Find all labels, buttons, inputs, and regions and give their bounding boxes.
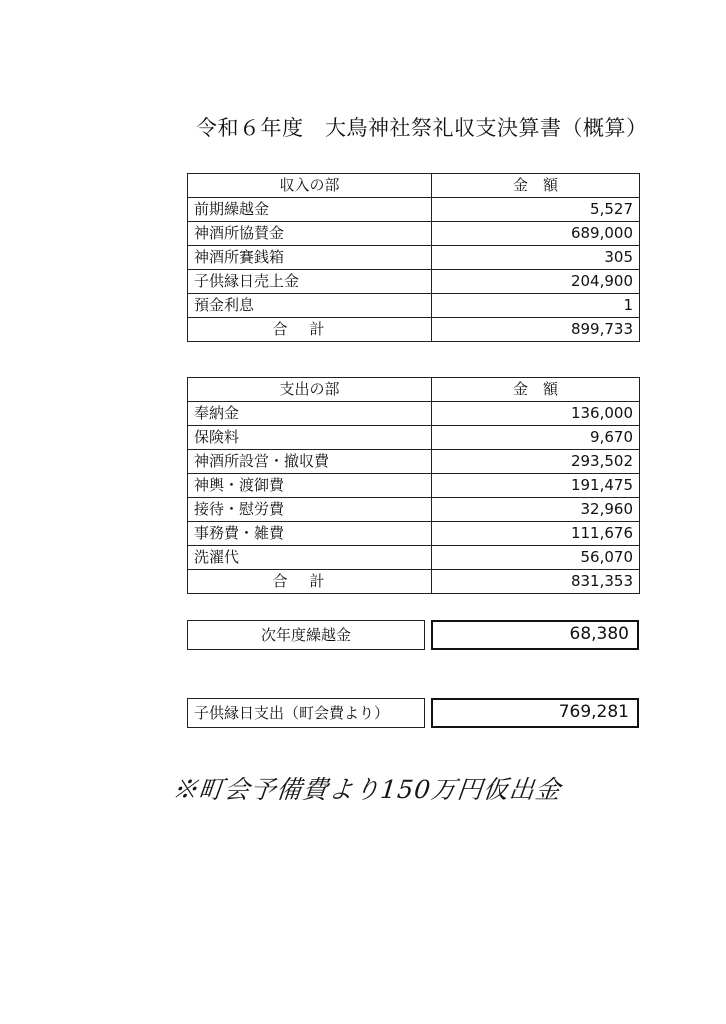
- total-row: [188, 318, 640, 342]
- kids-expense-amount: 769,281: [431, 698, 639, 728]
- row-label: 神酒所賽銭箱: [188, 246, 432, 270]
- table-row: [188, 522, 640, 546]
- income-table: [187, 173, 640, 342]
- expense-amount-header: 金 額: [432, 378, 640, 402]
- total-row: [188, 570, 640, 594]
- row-label: 保険料: [188, 426, 432, 450]
- row-amount: 191,475: [432, 474, 640, 498]
- handwritten-note: ※町会予備費より150万円仮出金: [170, 775, 563, 804]
- row-amount: 1: [432, 294, 640, 318]
- row-amount: 136,000: [432, 402, 640, 426]
- income-total-label: 合計: [188, 318, 432, 342]
- income-amount-header: 金 額: [432, 174, 640, 198]
- row-label: 神酒所協賛金: [188, 222, 432, 246]
- table-row: [188, 198, 640, 222]
- row-label: 事務費・雑費: [188, 522, 432, 546]
- table-row: [188, 270, 640, 294]
- row-amount: 689,000: [432, 222, 640, 246]
- carryover-row: [187, 620, 639, 650]
- income-total-amount: 899,733: [432, 318, 640, 342]
- row-label: 神輿・渡御費: [188, 474, 432, 498]
- expense-total-amount: 831,353: [432, 570, 640, 594]
- table-header-row: [188, 174, 640, 198]
- row-label: 神酒所設営・撤収費: [188, 450, 432, 474]
- carryover-label: 次年度繰越金: [187, 620, 425, 650]
- row-label: 接待・慰労費: [188, 498, 432, 522]
- table-row: [188, 450, 640, 474]
- row-label: 前期繰越金: [188, 198, 432, 222]
- expense-section-header: 支出の部: [188, 378, 432, 402]
- carryover-amount: 68,380: [431, 620, 639, 650]
- table-row: [188, 498, 640, 522]
- kids-expense-label: 子供縁日支出（町会費より）: [187, 698, 425, 728]
- expense-total-label: 合計: [188, 570, 432, 594]
- table-row: [188, 402, 640, 426]
- page-title: 令和６年度 大鳥神社祭礼収支決算書（概算）: [196, 116, 648, 140]
- table-row: [188, 474, 640, 498]
- table-header-row: [188, 378, 640, 402]
- income-section-header: 収入の部: [188, 174, 432, 198]
- table-row: [188, 246, 640, 270]
- table-row: [188, 426, 640, 450]
- row-amount: 111,676: [432, 522, 640, 546]
- table-row: [188, 294, 640, 318]
- row-amount: 56,070: [432, 546, 640, 570]
- row-label: 奉納金: [188, 402, 432, 426]
- row-amount: 5,527: [432, 198, 640, 222]
- row-amount: 293,502: [432, 450, 640, 474]
- row-label: 預金利息: [188, 294, 432, 318]
- row-amount: 305: [432, 246, 640, 270]
- row-amount: 204,900: [432, 270, 640, 294]
- table-row: [188, 222, 640, 246]
- row-amount: 32,960: [432, 498, 640, 522]
- row-label: 子供縁日売上金: [188, 270, 432, 294]
- table-row: [188, 546, 640, 570]
- expense-table: [187, 377, 640, 594]
- row-amount: 9,670: [432, 426, 640, 450]
- row-label: 洗濯代: [188, 546, 432, 570]
- kids-expense-row: [187, 698, 639, 728]
